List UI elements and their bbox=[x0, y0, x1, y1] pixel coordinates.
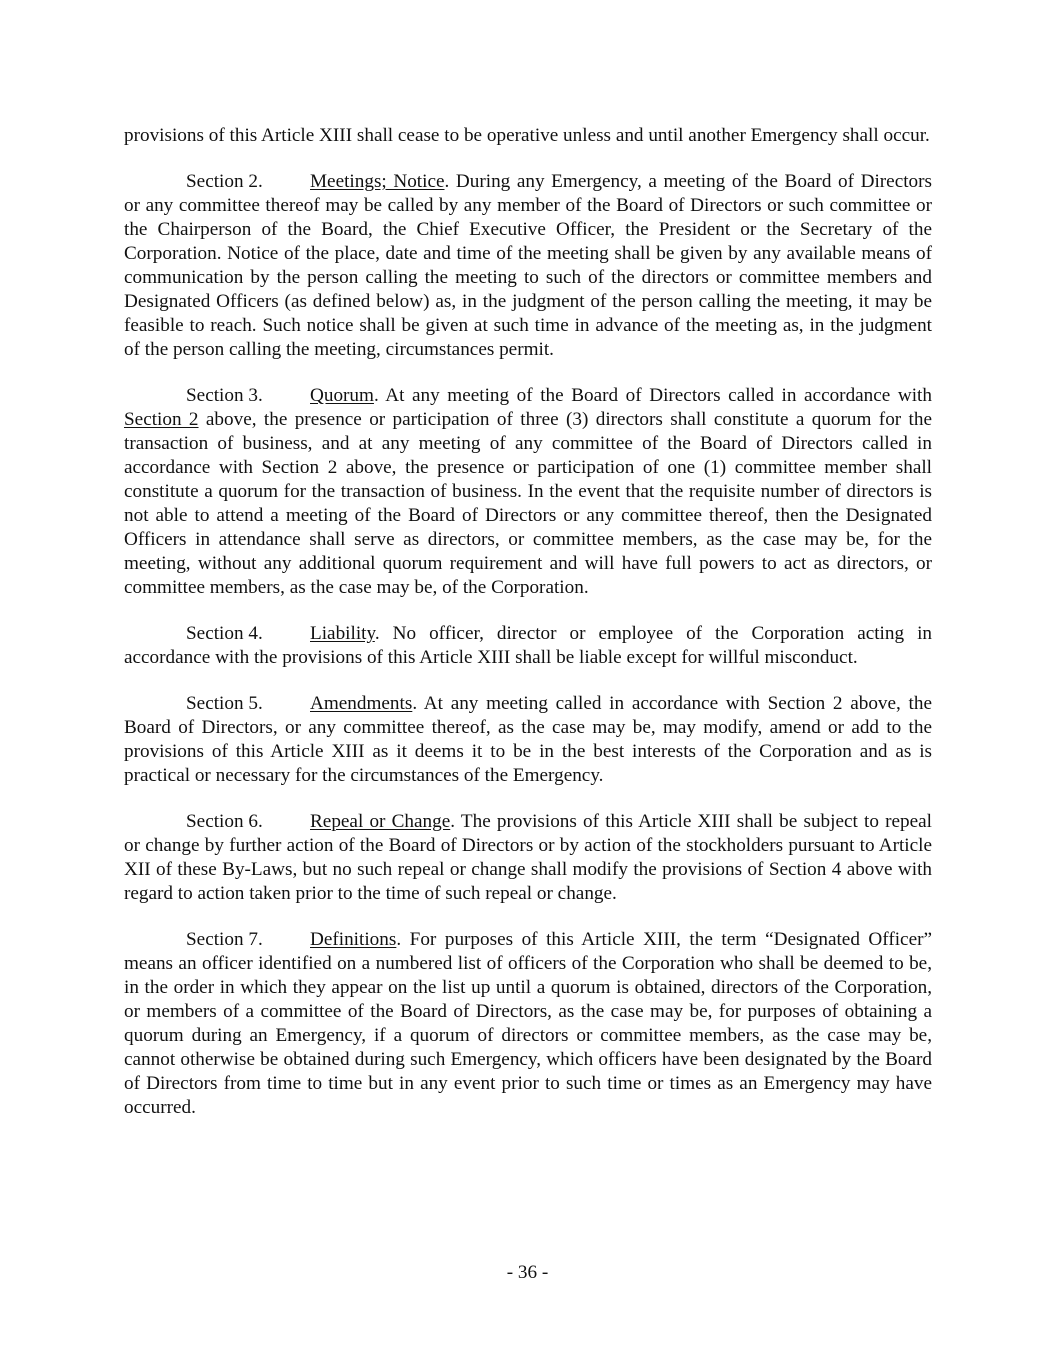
section-5-paragraph bbox=[124, 692, 932, 788]
intro-paragraph: provisions of this Article XIII shall cease to be operative unless and until another Emergency shall occur. bbox=[124, 125, 930, 146]
page-number: - 36 - bbox=[506, 1262, 549, 1283]
section-6-body: . The provisions of this Article XIII shall be subject to repeal or change by further action of the Board of Directors or by action of the stockholders pursuant to Article XII of these By-Laws, but no such repeal or change shall modify the provisions of Section 4 above with regard to action taken prior to the time of such repeal or change. bbox=[124, 811, 932, 904]
section-6-paragraph bbox=[124, 810, 932, 906]
section-3-body-end: above, the presence or participation of three (3) directors shall constitute a quorum for the transaction of business, and at any meeting of any committee of the Board of Directors called in accordance with Section 2 above, the presence or participation of one (1) committee member shall constitute a quorum for the transaction of business. In the event that the requisite number of directors is not able to attend a meeting of the Board of Directors or any committee thereof, then the Designated Officers in attendance shall serve as directors, or committee members, as the case may be, for the meeting, without any additional quorum requirement and will have full powers to act as directors, or committee members, as the case may be, of the Corporation. bbox=[124, 409, 932, 598]
section-4-label: Section 4. bbox=[186, 623, 263, 644]
section-2-title: Meetings; Notice bbox=[310, 171, 445, 192]
section-2-paragraph bbox=[124, 170, 932, 362]
section-6-label: Section 6. bbox=[186, 811, 263, 832]
section-4-body: . No officer, director or employee of the Corporation acting in accordance with the provisions of this Article XIII shall be liable except for willful misconduct. bbox=[124, 623, 932, 668]
section-2-body: . During any Emergency, a meeting of the Board of Directors or any committee thereof may be called by any member of the Board of Directors or such committee or the Chairperson of the Board, the Chief Executive Officer, the President or the Secretary of the Corporation. Notice of the place, date and time of the meeting shall be given by any available means of communication by the person calling the meeting to such of the directors or committee members and Designated Officers (as defined below) as, in the judgment of the person calling the meeting, it may be feasible to reach. Such notice shall be given at such time in advance of the meeting as, in the judgment of the person calling the meeting, circumstances permit. bbox=[124, 171, 932, 360]
section-7-body: . For purposes of this Article XIII, the term “Designated Officer” means an officer identified on a numbered list of officers of the Corporation who shall be deemed to be, in the order in which they appear on the list up until a quorum is obtained, directors of the Corporation, or members of a committee of the Board of Directors, as the case may be, for purposes of obtaining a quorum during an Emergency, if a quorum of directors or committee members, as the case may be, cannot otherwise be obtained during such Emergency, which officers have been designated by the Board of Directors from time to time but in any event prior to such time or times as an Emergency may have occurred. bbox=[124, 929, 932, 1118]
section-7-label: Section 7. bbox=[186, 929, 263, 950]
section-6-title: Repeal or Change bbox=[310, 811, 451, 832]
section-2-reference: Section 2 bbox=[124, 409, 199, 430]
section-7-title: Definitions bbox=[310, 929, 397, 950]
section-4-title: Liability bbox=[310, 623, 375, 644]
section-3-paragraph bbox=[124, 384, 932, 600]
section-3-label: Section 3. bbox=[186, 385, 263, 406]
section-5-label: Section 5. bbox=[186, 693, 263, 714]
section-4-paragraph bbox=[124, 622, 932, 670]
section-2-label: Section 2. bbox=[186, 171, 263, 192]
section-5-body: . At any meeting called in accordance with Section 2 above, the Board of Directors, or any committee thereof, as the case may be, may modify, amend or add to the provisions of this Article XIII as it deems it to be in the best interests of the Corporation and as is practical or necessary for the circumstances of the Emergency. bbox=[124, 693, 932, 786]
section-7-paragraph bbox=[124, 928, 932, 1120]
section-3-body-start: . At any meeting of the Board of Directors called in accordance with bbox=[373, 385, 932, 406]
document-body bbox=[124, 124, 932, 1142]
section-3-title: Quorum bbox=[310, 385, 374, 406]
section-5-title: Amendments bbox=[310, 693, 413, 714]
